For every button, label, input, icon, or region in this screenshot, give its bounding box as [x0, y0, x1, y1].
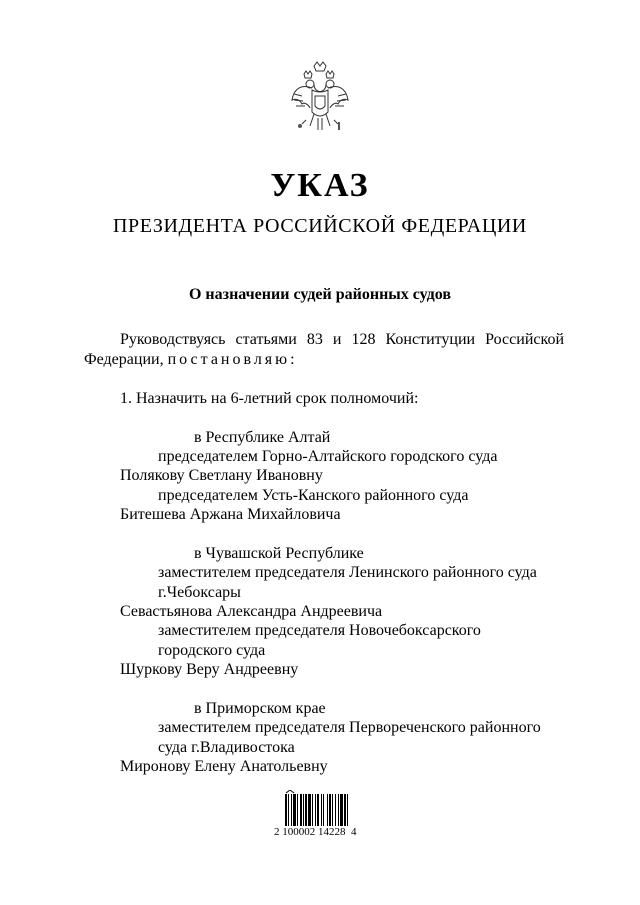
- barcode-bar: [347, 794, 348, 826]
- barcode-bar: [323, 794, 324, 826]
- position-text-cont: г.Чебоксары: [158, 584, 241, 601]
- preamble-line-2: [84, 350, 298, 370]
- barcode-number: 2 100002 14228 4: [274, 826, 357, 838]
- appointee-name: Миронову Елену Анатольевну: [120, 758, 328, 775]
- barcode-bar: [288, 794, 289, 826]
- barcode-mark: [286, 790, 294, 793]
- barcode-bar: [344, 794, 346, 826]
- barcode-bar: [315, 794, 316, 826]
- barcode-bar: [285, 794, 287, 826]
- position-text-cont: городского суда: [158, 642, 266, 659]
- barcode-bar: [305, 794, 307, 826]
- decree-subtitle: ПРЕЗИДЕНТА РОССИЙСКОЙ ФЕДЕРАЦИИ: [113, 215, 527, 237]
- barcode-bar: [300, 794, 302, 826]
- barcode-bar: [332, 794, 333, 826]
- region-chuvash: в Чувашской Республике: [194, 545, 364, 562]
- barcode-bar: [293, 794, 296, 826]
- region-altai: в Республике Алтай: [194, 429, 331, 446]
- position-text: заместителем председателя Новочебоксарского: [158, 622, 481, 639]
- appointee-name: Полякову Светлану Ивановну: [120, 467, 323, 484]
- appointee-name: Севастьянова Александра Андреевича: [120, 603, 383, 620]
- preamble-decree-word: постановляю:: [167, 351, 298, 368]
- barcode-bar: [340, 794, 343, 826]
- appointee-name: Битешева Аржана Михайловича: [120, 506, 341, 523]
- decree-heading: О назначении судей районных судов: [188, 286, 451, 303]
- region-primorsky: в Приморском крае: [194, 700, 326, 717]
- item-1: 1. Назначить на 6-летний срок полномочий:: [120, 390, 419, 407]
- position-text-cont: суда г.Владивостока: [158, 739, 295, 756]
- decree-title: УКАЗ: [270, 167, 370, 204]
- coat-of-arms-icon: [288, 60, 352, 144]
- barcode-bar: [335, 794, 336, 826]
- barcode-bar: [317, 794, 319, 826]
- barcode-bar: [297, 794, 298, 826]
- preamble: [120, 330, 564, 350]
- barcode-bar: [312, 794, 313, 826]
- barcode-bar: [329, 794, 331, 826]
- barcode-bar: [303, 794, 304, 826]
- barcode-bar: [321, 794, 322, 826]
- preamble-prefix: Федерации,: [84, 351, 164, 368]
- barcode-icon: [284, 790, 370, 826]
- position-text: председателем Горно-Алтайского городского суда: [158, 448, 498, 465]
- position-text: заместителем председателя Первореченского районного: [158, 719, 541, 736]
- barcode-bar: [327, 794, 328, 826]
- barcode-bar: [338, 794, 339, 826]
- appointee-name: Шуркову Веру Андреевну: [120, 661, 299, 678]
- position-text: председателем Усть-Канского районного суда: [158, 487, 469, 504]
- barcode-bar: [308, 794, 311, 826]
- preamble-line-1: Руководствуясь статьями 83 и 128 Конституции Российской: [120, 331, 564, 348]
- position-text: заместителем председателя Ленинского районного суда: [158, 564, 537, 581]
- barcode-bar: [291, 794, 292, 826]
